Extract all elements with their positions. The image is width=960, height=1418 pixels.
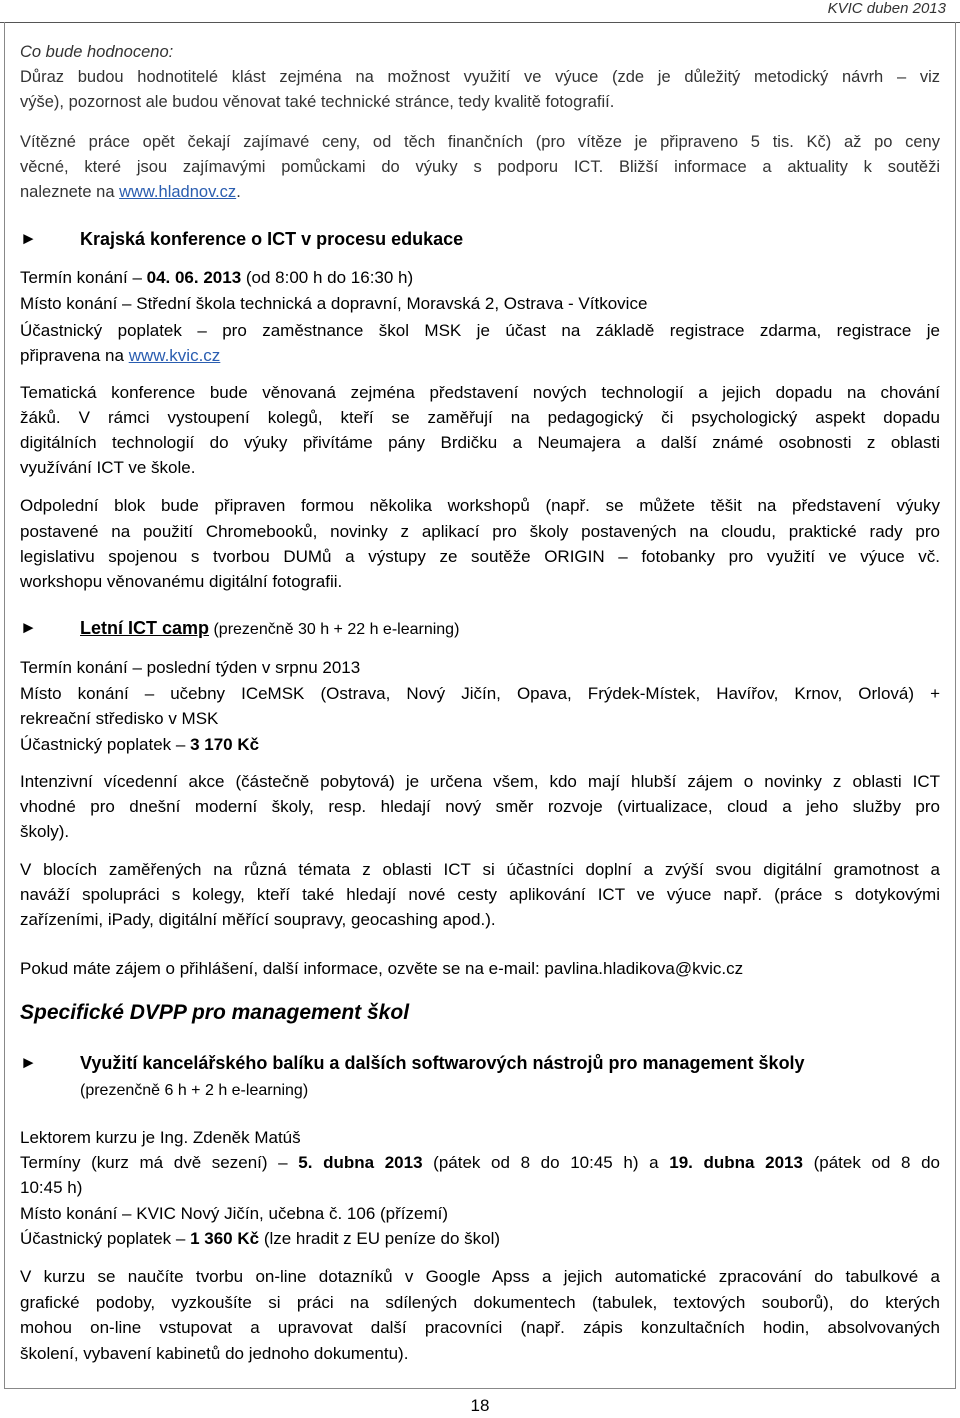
bullet-icon: ► xyxy=(20,618,37,637)
course-note: (prezenčně 6 h + 2 h e-learning) xyxy=(80,1082,309,1099)
section-title: Využití kancelářského balíku a dalších softwarových nástrojů pro management školy xyxy=(80,1053,805,1073)
intro-text: naleznete na xyxy=(20,183,120,201)
course-fee xyxy=(20,1226,940,1251)
intro-line xyxy=(20,180,940,205)
running-header: KVIC duben 2013 xyxy=(827,0,946,17)
intro-line: výše), pozornost ale budou věnovat také technické stránce, tedy kvalitě fotografií. xyxy=(20,93,615,111)
intro-text: . xyxy=(236,183,241,201)
paragraph-line: školení, vybavení kabinetů do jednoho dokumentu). xyxy=(20,1344,409,1363)
fee-label: Účastnický poplatek – xyxy=(20,735,191,754)
paragraph-line: naváží spolupráci s kolegy, kteří také hledají nové cesty aplikování ICT ve výuce např. (práce s dotykovými xyxy=(20,885,940,904)
date2: 19. dubna 2013 xyxy=(669,1153,803,1172)
fee-text: připravena na xyxy=(20,346,129,365)
page-number: 18 xyxy=(470,1396,490,1415)
camp-fee xyxy=(20,732,940,757)
paragraph-line: Tematická konference bude věnovaná zejména představení nových technologií a jejich dopadu na chování xyxy=(20,383,940,402)
date-time: (od 8:00 h do 16:30 h) xyxy=(241,268,414,287)
paragraph-line: legislativu spojenou s tvorbou DUMů a výstupy ze soutěže ORIGIN – fotobanky pro využití ve výuce vč. xyxy=(20,547,940,566)
event-fee xyxy=(20,343,940,368)
date-value: 04. 06. 2013 xyxy=(146,268,242,287)
event-fee: Účastnický poplatek – pro zaměstnance škol MSK je účast na základě registrace zdarma, registrace je xyxy=(20,321,940,340)
event-date xyxy=(20,265,940,290)
bullet-icon: ► xyxy=(20,229,37,248)
camp-place: rekreační středisko v MSK xyxy=(20,709,219,728)
bullet-icon: ► xyxy=(20,1053,37,1072)
paragraph-line: V kurzu se naučíte tvorbu on-line dotazníků v Google Apss a jejich automatické zpracování do tabulkové a xyxy=(20,1267,940,1286)
paragraph-line: mohou on-line vstupovat a upravovat další pracovníci (např. zápis konzultačních hodin, absolvovaných xyxy=(20,1318,940,1337)
section-heading: Specifické DVPP pro management škol xyxy=(20,1001,410,1024)
fee-note: (lze hradit z EU peníze do škol) xyxy=(259,1229,501,1248)
paragraph-line: postavené na použití Chromebooků, novinky z aplikací pro školy postavených na cloudu, praktické rady pro xyxy=(20,522,940,541)
course-dates: 10:45 h) xyxy=(20,1178,83,1197)
lecturer: Lektorem kurzu je Ing. Zdeněk Matúš xyxy=(20,1128,301,1147)
intro-line: Důraz budou hodnotitelé klást zejména na možnost využití ve výuce (zde je důležitý metodický návrh – viz xyxy=(20,68,940,86)
dates-text: (pátek od 8 do 10:45 h) a xyxy=(422,1153,670,1172)
camp-note: (prezenčně 30 h + 22 h e-learning) xyxy=(209,621,460,638)
fee-label: Účastnický poplatek – xyxy=(20,1229,191,1248)
paragraph-line: digitálních technologií do výuky přivítáme pány Brdičku a Neumajera a další známé osobnosti z oblasti xyxy=(20,433,940,452)
paragraph-line: grafické podoby, vyzkoušíte si práci na sdílených dokumentech (tabulek, textových souborů), do kterých xyxy=(20,1293,940,1312)
hladnov-link[interactable]: www.hladnov.cz xyxy=(119,183,237,201)
intro-line: Vítězné práce opět čekají zajímavé ceny, od těch finančních (pro vítěze je připraveno 5 tis. Kč) až po ceny xyxy=(20,133,940,151)
course-dates xyxy=(20,1150,940,1175)
paragraph-line: školy). xyxy=(20,822,70,841)
paragraph-line: Intenzivní vícedenní akce (částečně pobytová) je určena všem, kdo mají hlubší zájem o novinky z oblasti ICT xyxy=(20,772,940,791)
camp-date: Termín konání – poslední týden v srpnu 2013 xyxy=(20,658,361,677)
fee-value: 1 360 Kč xyxy=(190,1229,260,1248)
paragraph-line: Odpolední blok bude připraven formou několika workshopů (např. se můžete těšit na představení výuky xyxy=(20,496,940,515)
intro-line: věcné, které jsou zajímavými pomůckami do výuky s podporu ICT. Bližší informace a aktuality k soutěži xyxy=(20,158,940,176)
kvic-link[interactable]: www.kvic.cz xyxy=(128,346,221,365)
event-place: Místo konání – Střední škola technická a dopravní, Moravská 2, Ostrava - Vítkovice xyxy=(20,294,648,313)
section-title xyxy=(80,618,459,639)
paragraph-line: využívání ICT ve škole. xyxy=(20,458,196,477)
section-title: Krajská konference o ICT v procesu edukace xyxy=(80,229,464,249)
paragraph-line: žáků. V rámci vystoupení kolegů, kteří se zaměřují na pedagogický či psychologický aspekt dopadu xyxy=(20,408,940,427)
camp-place: Místo konání – učebny ICeMSK (Ostrava, Nový Jičín, Opava, Frýdek-Místek, Havířov, Krnov, Orlová) + xyxy=(20,684,940,703)
dates-text: (pátek od 8 do xyxy=(802,1153,941,1172)
paragraph-line: V blocích zaměřených na různá témata z oblasti ICT si účastníci doplní a zvýší svou digitální gramotnost a xyxy=(20,860,940,879)
paragraph-line: vhodné pro dnešní moderní školy, resp. hledají nový směr rozvoje (virtualizace, cloud a jeho služby pro xyxy=(20,797,940,816)
dates-text: Termíny (kurz má dvě sezení) – xyxy=(20,1153,299,1172)
date1: 5. dubna 2013 xyxy=(298,1153,423,1172)
contact-line: Pokud máte zájem o přihlášení, další informace, ozvěte se na e-mail: pavlina.hladikova@kvic.cz xyxy=(20,959,744,978)
paragraph-line: workshopu věnovanému digitální fotografii. xyxy=(20,572,343,591)
date-label: Termín konání – xyxy=(20,268,147,287)
camp-title: Letní ICT camp xyxy=(80,618,210,638)
intro-heading: Co bude hodnoceno: xyxy=(20,43,174,61)
fee-value: 3 170 Kč xyxy=(190,735,260,754)
paragraph-line: zařízeními, iPady, digitální měřící soupravy, geocashing apod.). xyxy=(20,910,496,929)
course-place: Místo konání – KVIC Nový Jičín, učebna č. 106 (přízemí) xyxy=(20,1204,449,1223)
